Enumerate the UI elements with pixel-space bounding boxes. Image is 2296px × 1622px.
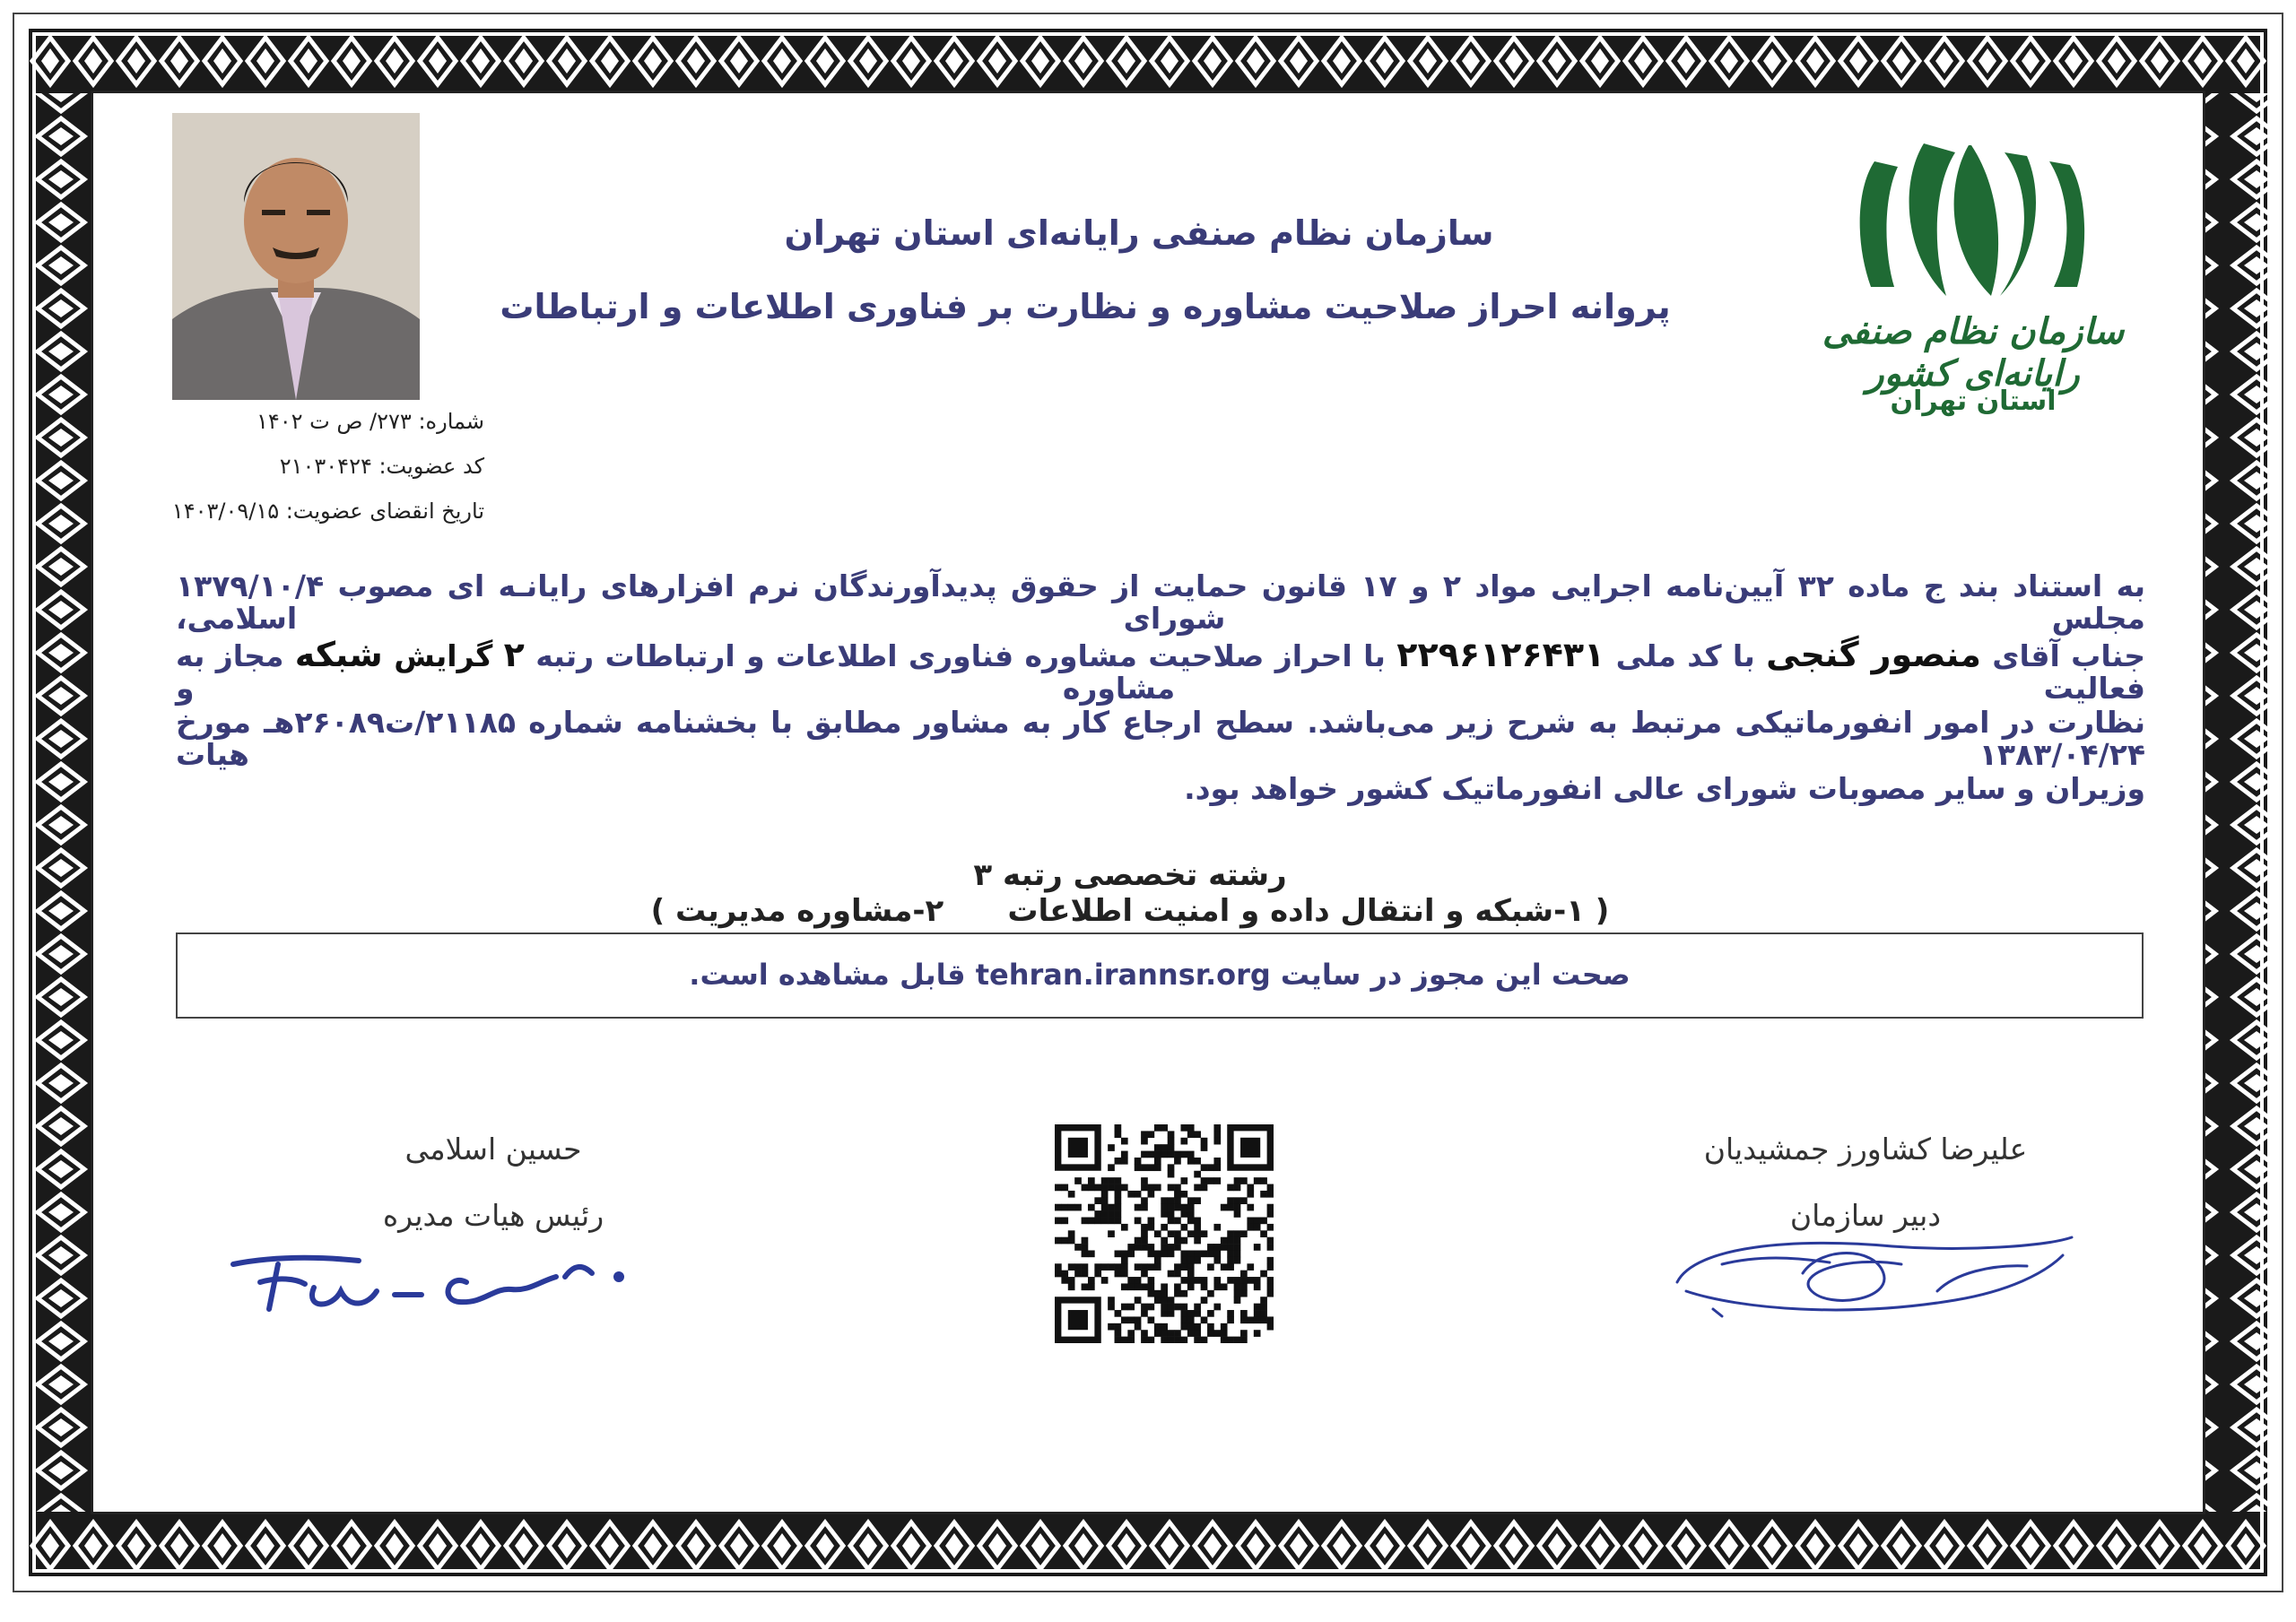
specialty-label: رشته تخصصی رتبه ۳ [973,857,1287,893]
body-line-3: نظارت در امور انفورماتیکی مرتبط به شرح زیر می‌باشد. سطح ارجاع کار به مشاور مطابق با بخشنامه شماره ۲۱۱۸۵/ت۲۶۰۸۹هـ مورخ ۱۳۸۳/۰۴/۲۴ هیات [176,705,2145,772]
specialty-line [502,857,1758,929]
body-line-2-d: گرایش [394,638,493,673]
organization-name: سازمان نظام صنفی رایانه‌ای استان تهران [784,213,1494,253]
body-line-2-a: جناب آقای [1992,638,2145,673]
specialty-items: ( ۱-شبکه و انتقال داده و امنیت اطلاعات ۲-مشاوره مدیریت ) [650,893,1610,929]
body-line-2-e: مجاز به فعالیت مشاوره و [176,638,2145,706]
verification-text: صحت این مجوز در سایت tehran.irannsr.org قابل مشاهده است. [689,958,1631,992]
body-line-4: وزیران و سایر مصوبات شورای عالی انفورماتیک کشور خواهد بود. [1184,771,2145,806]
rank-value: ۲ [503,635,525,674]
field-value: شبکه [294,635,383,674]
verification-box [176,932,2144,1019]
body-line-2-b: با کد ملی [1615,638,1755,673]
logo-text: سازمان نظام صنفی رایانه‌ای کشور [1822,310,2125,395]
logo-province: استان تهران [1890,386,2057,417]
body-line-2 [176,635,2145,706]
holder-photo [172,113,420,400]
body-line-1: به استناد بند ج ماده ۳۲ آیین‌نامه اجرایی مواد ۲ و ۱۷ قانون حمایت از حقوق پدیدآورندگان نرم افزارهای رایانـه ای مصوب ۱۳۷۹/۱۰/۴ مجلس شورای اسلامی، [176,568,2145,636]
qr-code [1055,1124,1274,1343]
secretary-name: علیرضا کشاورز جمشیدیان [1703,1132,2028,1167]
person-portrait-icon [172,113,420,400]
certificate-number: شماره: ۲۷۳/ ص ت ۱۴۰۲ [256,409,484,434]
chairman-role: رئیس هیات مدیره [382,1198,604,1233]
secretary-role: دبیر سازمان [1789,1198,1942,1233]
holder-name: منصور گنجی [1766,635,1981,674]
body-line-2-c: با احراز صلاحیت مشاوره فناوری اطلاعات و ارتباطات رتبه [535,638,1386,673]
chairman-name: حسین اسلامی [404,1132,582,1167]
chairman-signature [224,1237,637,1336]
membership-code: کد عضویت: ۲۱۰۳۰۴۲۴ [279,454,484,479]
national-id: ۲۲۹۶۱۲۶۴۳۱ [1396,635,1605,674]
organization-logo [1812,134,2135,439]
membership-expiry: تاریخ انقضای عضویت: ۱۴۰۳/۰۹/۱۵ [171,499,484,524]
secretary-signature [1668,1210,2081,1327]
logo-emblem-icon [1812,134,2135,314]
license-title: پروانه احراز صلاحیت مشاوره و نظارت بر فناوری اطلاعات و ارتباطات [500,287,1671,326]
